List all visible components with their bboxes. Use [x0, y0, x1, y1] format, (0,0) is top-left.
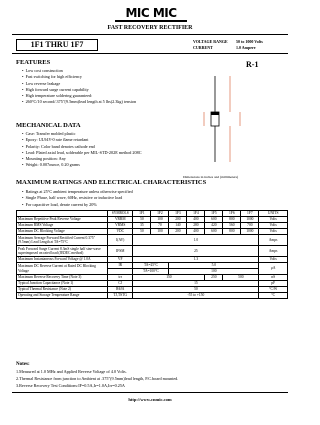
feature-item: • Low reverse leakage [22, 81, 136, 87]
mechanical-item: • Epoxy: UL94V-0 rate flame retardant [22, 137, 142, 143]
ratings-condition: • Single Phase, half wave, 60Hz, resistive or inductive load [22, 195, 133, 201]
footnote: 3.Reverse Recovery Test Conditions:IF=0.5A,Ir=1.0A,Irr=0.25A [16, 383, 125, 388]
features-heading: FEATURES [16, 59, 51, 66]
table-cell: 50 [133, 229, 151, 235]
features-list [22, 68, 136, 106]
table-cell: 1.3 [133, 257, 259, 263]
table-cell: 1000 [241, 229, 259, 235]
mechanical-data-list [22, 131, 142, 169]
table-cell: 280 [187, 223, 205, 229]
table-cell: TA=25°C [133, 263, 169, 269]
table-cell: IR [108, 263, 133, 269]
table-cell: Maximum DC Reverse Current at Rated DC Blocking Voltage [17, 263, 108, 275]
table-cell: Maximum Average Forward Rectified Current 0.375"(9.5mm) Lead Length at TA=75°C [17, 235, 108, 246]
table-cell: IFSM [108, 246, 133, 257]
mechanical-item: • Weight: 0.007ounce, 0.20 grams [22, 162, 142, 168]
table-cell: 200 [169, 217, 187, 223]
table-cell: 400 [187, 217, 205, 223]
table-cell: Typical Junction Capacitance (Note 1) [17, 281, 108, 287]
table-row [17, 246, 288, 257]
package-name: R-1 [246, 60, 259, 69]
table-cell: 400 [187, 229, 205, 235]
footer-url: http://www.cnmic.com [128, 397, 172, 402]
table-cell: 70 [151, 223, 169, 229]
table-cell: nS [259, 275, 288, 281]
table-cell: 100 [169, 269, 259, 275]
current-value: 1.0 Ampere [236, 45, 256, 50]
table-cell: CJ [108, 281, 133, 287]
table-cell: °C/W [259, 287, 288, 293]
ratings-table [16, 210, 288, 299]
table-cell: I(AV) [108, 235, 133, 246]
mechanical-data-heading: MECHANICAL DATA [16, 122, 81, 129]
table-row [17, 293, 288, 299]
voltage-range-label: VOLTAGE RANGE [193, 39, 228, 44]
footnote: 2.Thermal Resistance from junction to Ambient at .375"(9.5mm)lead length, P.C.board mounted. [16, 376, 179, 381]
mechanical-item: • Polarity: Color band denotes cathode end [22, 144, 142, 150]
table-header-cell: 1F4 [187, 211, 205, 217]
table-cell: 500 [223, 275, 259, 281]
table-cell: 25 [133, 246, 259, 257]
table-cell: Typical Thermal Resistance (Note 2) [17, 287, 108, 293]
ratings-condition: • For capacitive load, derate current by 20% [22, 202, 133, 208]
table-cell: 100 [151, 229, 169, 235]
table-cell: VDC [108, 229, 133, 235]
mechanical-item: • Mounting position: Any [22, 156, 142, 162]
footnote: 1.Measured at 1.0 MHz and Applied Reverse Voltage of 4.0 Volts. [16, 369, 127, 374]
table-header-cell: 1F3 [169, 211, 187, 217]
document-title: FAST RECOVERY RECTIFIER [107, 25, 193, 31]
table-header-cell: 1F1 [133, 211, 151, 217]
table-cell: Amps [259, 235, 288, 246]
mechanical-item: • Case: Transfer molded plastic [22, 131, 142, 137]
table-cell: Maximum Reverse Recovery Time (Note 3) [17, 275, 108, 281]
table-cell: VRRM [108, 217, 133, 223]
voltage-range-value: 50 to 1000 Volts [236, 39, 263, 44]
table-header-cell: 1F5 [205, 211, 223, 217]
table-cell: 100 [151, 217, 169, 223]
table-cell: Maximum DC Blocking Voltage [17, 229, 108, 235]
table-cell: -55 to +150 [133, 293, 259, 299]
ratings-heading: MAXIMUM RATINGS AND ELECTRICAL CHARACTERISTICS [16, 179, 207, 186]
table-cell: Volts [259, 223, 288, 229]
table-cell: 1.0 [133, 235, 259, 246]
table-header-cell: 1F2 [151, 211, 169, 217]
table-cell: trr [108, 275, 133, 281]
header-divider-lower [12, 53, 288, 54]
table-cell: 420 [205, 223, 223, 229]
table-header-cell: 1F7 [241, 211, 259, 217]
table-cell: Volts [259, 257, 288, 263]
table-cell: Amps [259, 246, 288, 257]
package-dimensions-note: Dimensions in inches and (millimeters) [183, 175, 239, 179]
feature-item: • High temperature soldering guaranteed: [22, 93, 136, 99]
table-cell: Maximum RMS Voltage [17, 223, 108, 229]
table-cell: 5.0 [169, 263, 259, 269]
logo-underline [115, 20, 187, 22]
table-cell: 560 [223, 223, 241, 229]
table-row [17, 235, 288, 246]
ratings-condition: • Ratings at 25°C ambient temperature unless otherwise specified [22, 189, 133, 195]
table-cell: TA=100°C [133, 269, 169, 275]
table-cell: VF [108, 257, 133, 263]
table-cell: Maximum Instantaneous Forward Voltage @ 1.0A [17, 257, 108, 263]
table-cell: μA [259, 263, 288, 275]
table-cell: °C [259, 293, 288, 299]
feature-item: • Fast switching for high efficiency [22, 74, 136, 80]
table-cell: 140 [169, 223, 187, 229]
table-cell: 1000 [241, 217, 259, 223]
table-cell: 50 [133, 217, 151, 223]
part-number-range: 1F1 THRU 1F7 [16, 39, 98, 51]
table-cell: pF [259, 281, 288, 287]
table-cell: 800 [223, 217, 241, 223]
header-divider [12, 34, 288, 35]
table-header-cell: 1F6 [223, 211, 241, 217]
table-cell: 150 [133, 275, 205, 281]
notes-heading: Notes: [16, 362, 30, 367]
ratings-conditions-list [22, 189, 133, 208]
mechanical-item: • Lead: Plated axial lead, solderable per MIL-STD-202E method 208C [22, 150, 142, 156]
table-cell: VRMS [108, 223, 133, 229]
table-cell: 800 [223, 229, 241, 235]
company-logo: MIC MIC [125, 6, 177, 20]
table-header-cell: UNITS [259, 211, 288, 217]
footer-divider [12, 392, 288, 393]
feature-item: • High forward surge current capability [22, 87, 136, 93]
table-cell: 35 [133, 223, 151, 229]
table-cell: Peak Forward Surge Current 8.3mS single half sine-wave superimposed on rated load (JEDEC method) [17, 246, 108, 257]
table-cell: 15 [133, 281, 259, 287]
table-cell: Volts [259, 217, 288, 223]
package-outline-drawing [180, 70, 290, 175]
feature-item: • Low cost construction [22, 68, 136, 74]
table-cell: Operating and Storage Temperature Range [17, 293, 108, 299]
table-cell: TJ,TSTG [108, 293, 133, 299]
table-cell: 600 [205, 229, 223, 235]
table-cell: 200 [169, 229, 187, 235]
table-cell: 250 [205, 275, 223, 281]
table-cell: Maximum Repetitive Peak Reverse Voltage [17, 217, 108, 223]
table-cell: Volts [259, 229, 288, 235]
table-cell: RθJA [108, 287, 133, 293]
current-label: CURRENT [193, 45, 213, 50]
table-cell: 600 [205, 217, 223, 223]
table-cell: 50 [133, 287, 259, 293]
table-header-cell: SYMBOLS [108, 211, 133, 217]
feature-item: • 260°C/10 second/.375"(9.5mm)lead length at 5 lbs(2.3kg) tension [22, 99, 136, 105]
table-cell: 700 [241, 223, 259, 229]
